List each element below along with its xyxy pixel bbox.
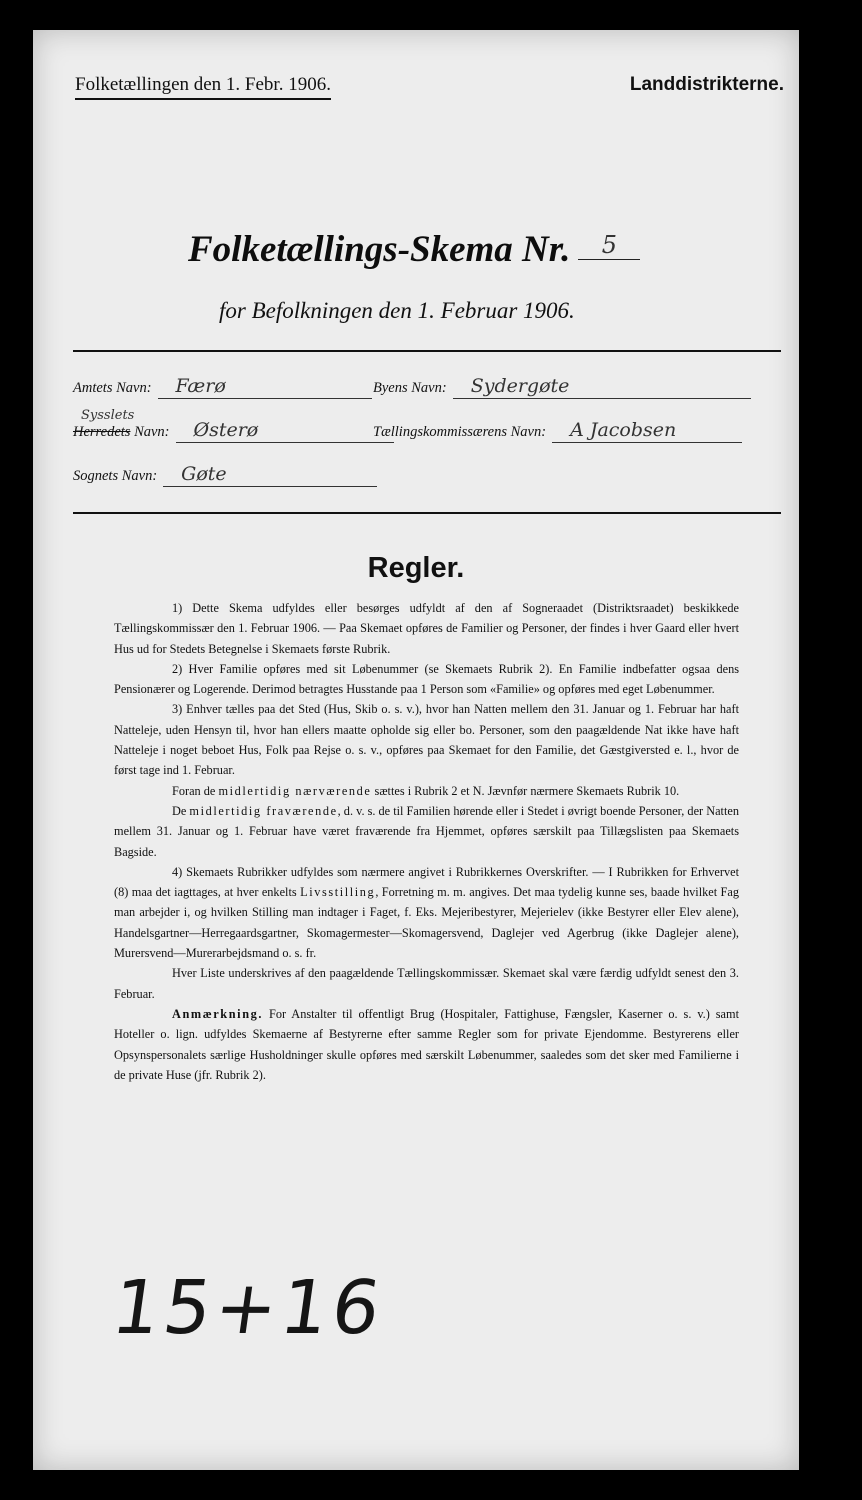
form-title xyxy=(188,228,640,271)
by-value: Sydergøte xyxy=(453,374,751,399)
herred-label-rest: Navn: xyxy=(134,424,170,440)
field-sogn xyxy=(73,462,377,487)
rule-note xyxy=(114,1004,739,1085)
herred-label-overwrite: Sysslets xyxy=(81,408,135,423)
rule-1: 1) Dette Skema udfyldes eller besørges udfyldt af den af Sogneraadet (Distriktsraadet) beskikkede Tællingskommissær den 1. Februar 1906. — Paa Skemaet opføres de Familier og Personer, der findes i hver Gaard eller hvert Hus ud for Stedets Betegnelse i Skemaets første Rubrik. xyxy=(114,601,739,656)
handwritten-tally: 15+16 xyxy=(106,1265,390,1351)
field-by xyxy=(373,374,751,399)
header-census-date: Folketællingen den 1. Febr. 1906. xyxy=(75,74,331,100)
herred-value: Østerø xyxy=(176,418,394,443)
rule-3: 3) Enhver tælles paa det Sted (Hus, Skib o. s. v.), hvor han Natten mellem den 31. Januar og 1. Februar har haft Natteleje, uden Hensyn til, hvor han ellers maatte opholde sig eller bo. Personer, som den paagældende Nat ikke have haft Natteleje i noget beboet Hus, Folk paa Rejse o. s. v., opføres paa Skemaet for den Familie, det Gæstgiversted e. l., hvor de først tage ind 1. Februar. xyxy=(114,702,739,778)
divider-bottom xyxy=(73,512,781,514)
form-subtitle: for Befolkningen den 1. Februar 1906. xyxy=(219,298,575,323)
field-herred xyxy=(73,408,394,443)
rule-note-text: For Anstalter til offentligt Brug (Hospitaler, Fattighuse, Fængsler, Kaserner o. s. v.) samt Hoteller o. lign. udfyldes Skemaerne af Bestyrerne efter samme Regler som for private Ejendomme. Bestyrerens eller Opsynspersonalets særlige Husholdninger skulle opføres med særskilt Løbenummer, saaledes som det sker med Familierne i de private Huse (jfr. Rubrik 2). xyxy=(114,1006,739,1082)
rule-note-label: Anmærkning. xyxy=(172,1006,264,1021)
rules-heading: Regler. xyxy=(367,552,465,584)
rule-4-term: Livsstilling xyxy=(300,885,376,900)
rule-2: 2) Hver Familie opføres med sit Løbenummer (se Skemaets Rubrik 2). En Familie indbefatter ogsaa dens Pensionærer og Logerende. Derimod betragtes Husstande paa 1 Person som «Familie» og opføres med eget Løbenummer. xyxy=(114,661,739,697)
kommissaer-label: Tællingskommissærens Navn: xyxy=(373,424,547,440)
by-label: Byens Navn: xyxy=(373,380,447,396)
rule-3-absent-b: , d. v. s. de til Familien hørende eller i Stedet i øvrigt boende Personer, der Natten mellem 31. Januar og 1. Februar have været fraværende fra Hjemmet, opføres særskilt paa Tillægslisten paa Skemaets Bagside. xyxy=(114,803,739,859)
header-district-type: Landdistrikterne. xyxy=(629,74,784,95)
rule-3-absent-term: midlertidig fraværende xyxy=(189,803,338,818)
rule-3-present xyxy=(114,781,739,801)
form-title-text: Folketællings-Skema Nr. xyxy=(188,229,571,270)
sogn-label: Sognets Navn: xyxy=(73,468,158,484)
rule-3-absent-a: De xyxy=(172,803,190,818)
field-kommissaer xyxy=(373,418,742,443)
amt-label: Amtets Navn: xyxy=(73,380,152,396)
rule-3-present-b: sættes i Rubrik 2 et N. Jævnfør nærmere Skemaets Rubrik 10. xyxy=(371,783,680,798)
field-amt xyxy=(73,374,372,399)
rule-3-absent xyxy=(114,801,739,862)
census-form-page xyxy=(33,30,799,1470)
rule-signature: Hver Liste underskrives af den paagældende Tællingskommissær. Skemaet skal være færdig udfyldt senest den 3. Februar. xyxy=(114,966,739,1001)
sogn-value: Gøte xyxy=(163,462,377,487)
divider-top xyxy=(73,350,781,352)
herred-label xyxy=(73,408,170,443)
rule-3-present-a: Foran de xyxy=(172,783,219,798)
herred-label-struck: Herredets xyxy=(73,424,131,440)
rule-3-present-term: midlertidig nærværende xyxy=(218,783,372,798)
rule-4-b: , Forretning m. m. angives. Det maa tydelig kunne ses, baade hvilket Fag man arbejder i, og hvilken Stilling man indtager i Faget, f. Eks. Mejeribestyrer, Mejerielev (ikke Bestyrer eller Elev alene), Handelsgartner—Herregaardsgartner, Skomagermester—Skomagersvend, Daglejer ved Agerbrug (ikke Daglejer alene), Murersvend—Murerarbejdsmand o. s. fr. xyxy=(114,885,739,961)
rules-body xyxy=(114,598,739,1085)
rule-4-a: 4) Skemaets Rubrikker udfyldes som nærmere angivet i Rubrikkernes Overskrifter. — I Rubrikken for Erhvervet (8) maa det iagttages, at hver enkelts xyxy=(114,864,739,900)
amt-value: Færø xyxy=(158,374,372,399)
kommissaer-value: A Jacobsen xyxy=(552,418,742,443)
form-number: 5 xyxy=(578,231,640,260)
rule-4 xyxy=(114,862,739,963)
